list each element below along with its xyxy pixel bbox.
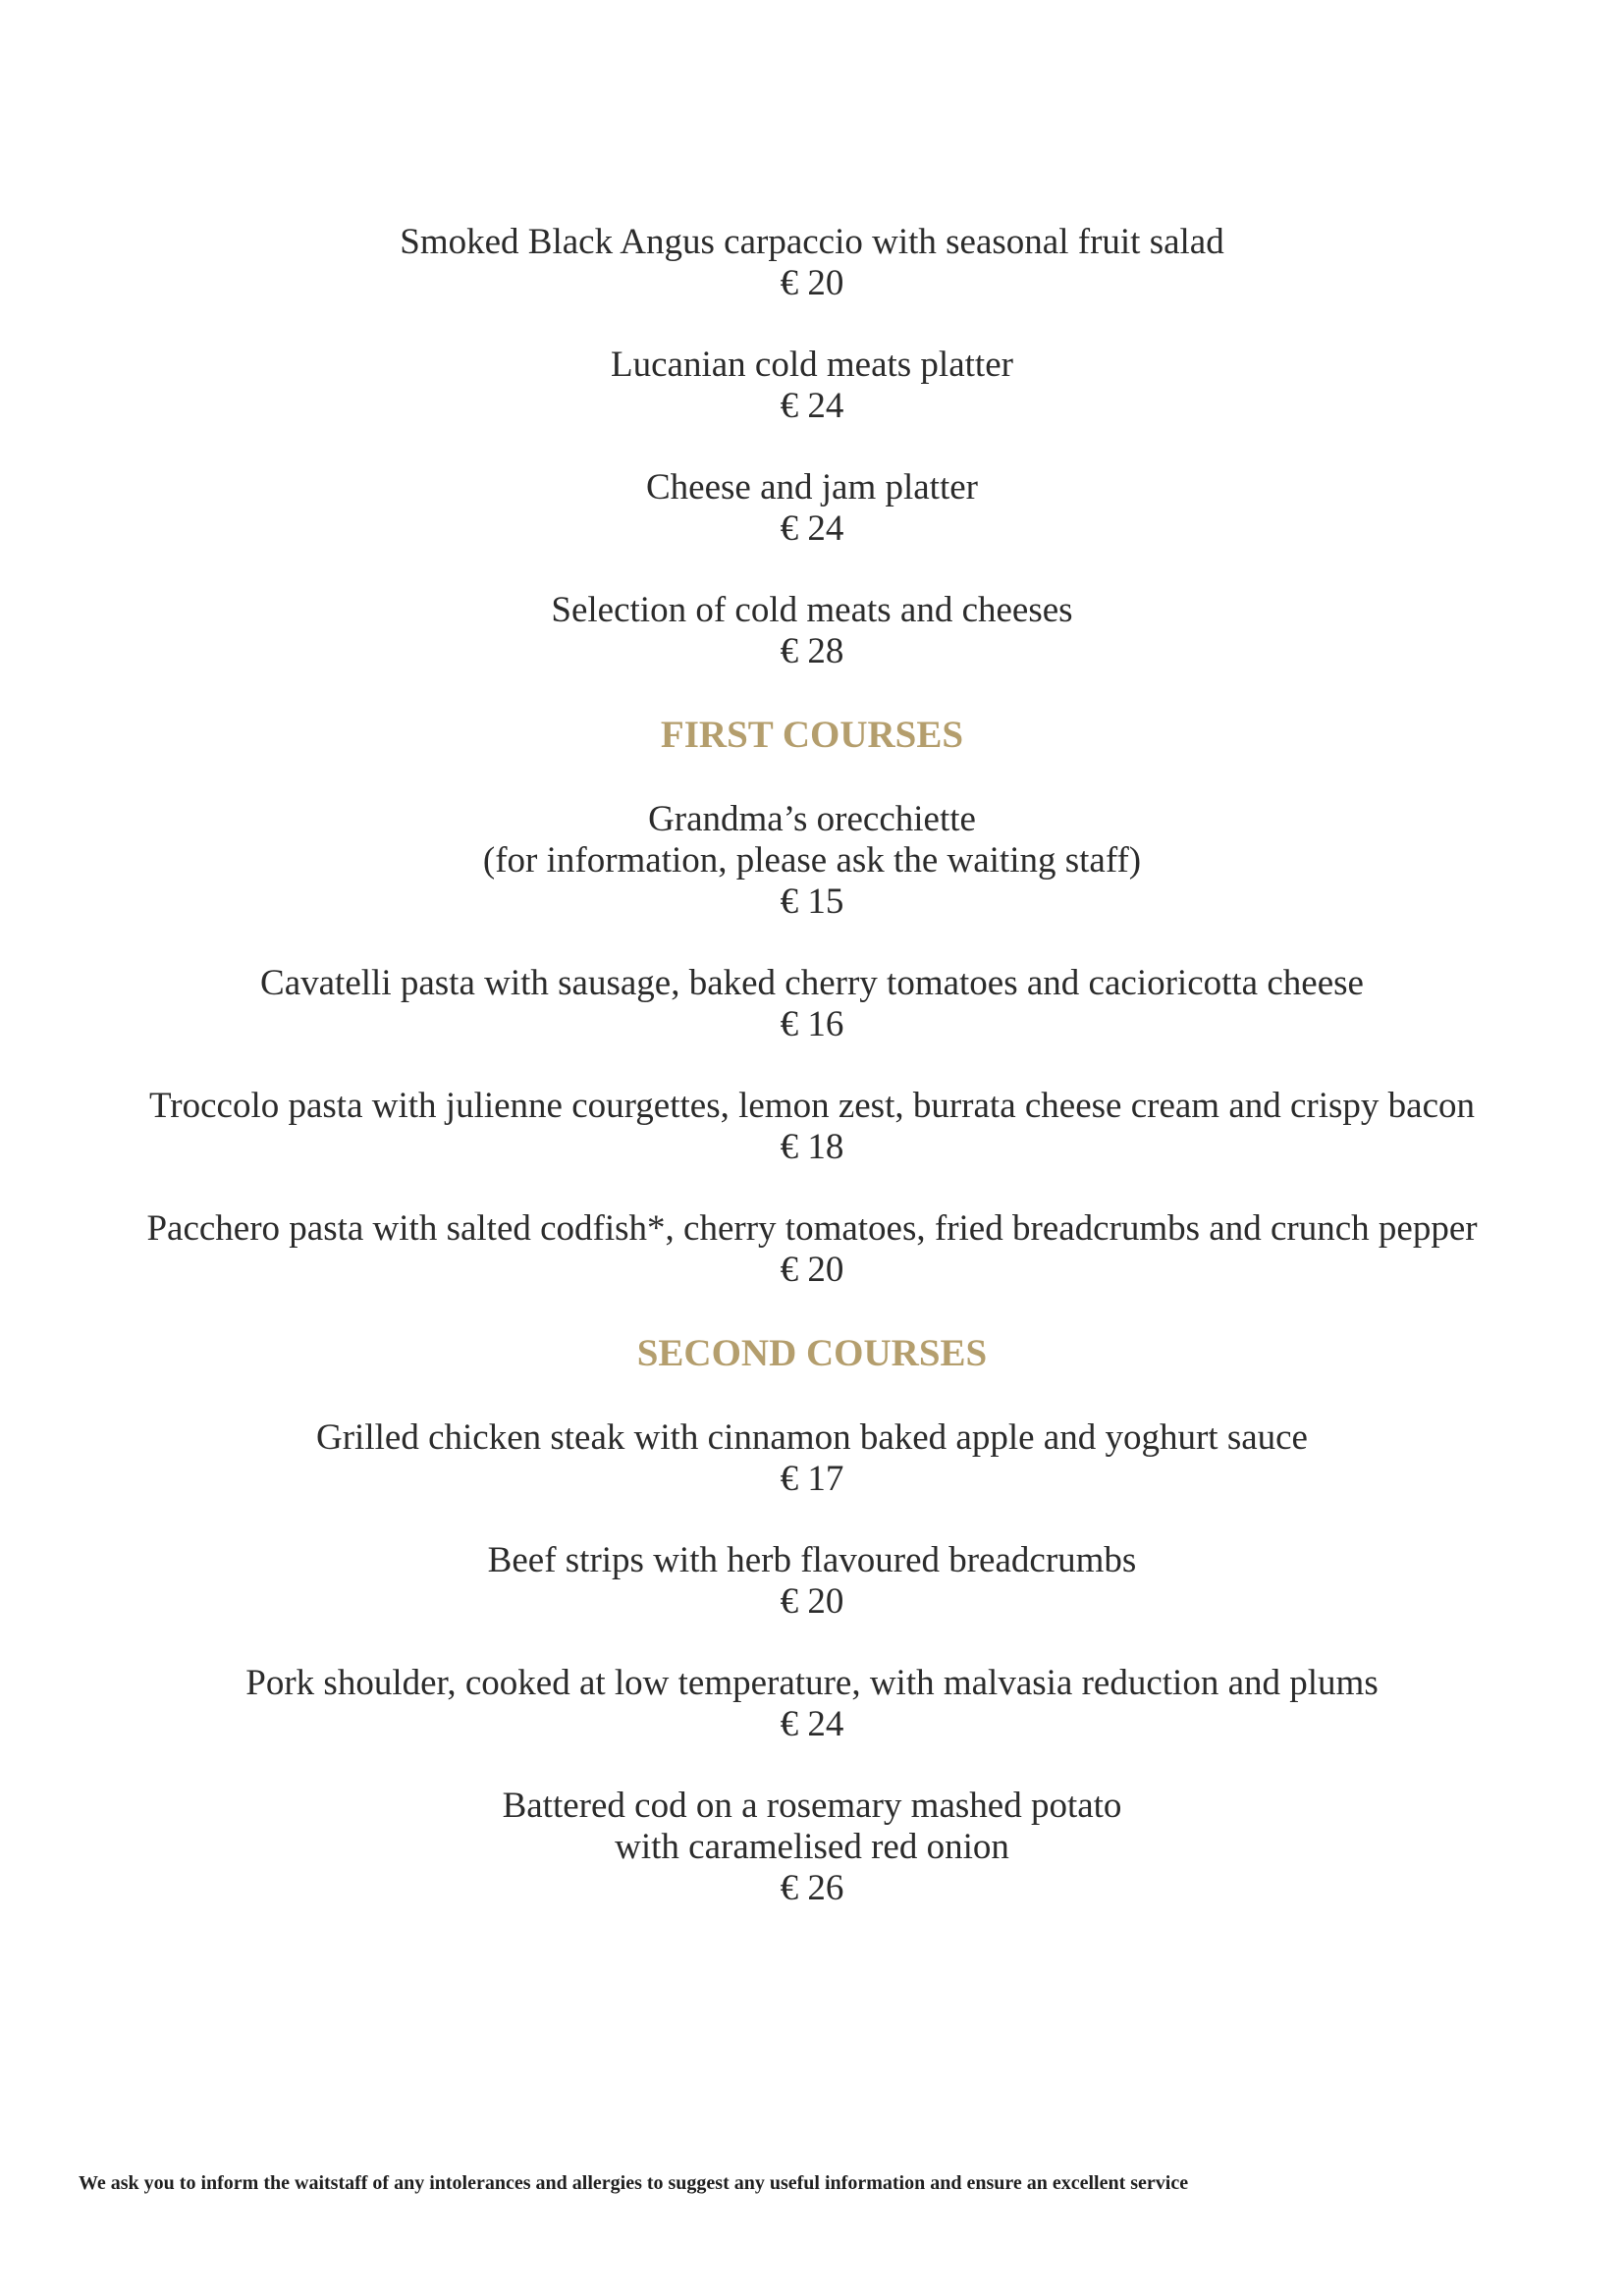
allergy-notice: We ask you to inform the waitstaff of any intolerances and allergies to suggest any useful information and ensure an excellent service [79, 2172, 1189, 2194]
dish-name: Troccolo pasta with julienne courgettes, lemon zest, burrata cheese cream and crispy bacon [148, 1086, 1476, 1126]
menu-item [0, 345, 1624, 427]
dish-price: € 20 [780, 1250, 844, 1290]
dish-price: € 26 [780, 1868, 844, 1908]
dish-price: € 20 [780, 263, 844, 303]
menu-item [0, 1663, 1624, 1745]
dish-name: Pork shoulder, cooked at low temperature, with malvasia reduction and plums [245, 1663, 1379, 1703]
menu-item [0, 1417, 1624, 1500]
dish-name: Pacchero pasta with salted codfish*, cherry tomatoes, fried breadcrumbs and crunch pepper [146, 1208, 1478, 1249]
second-courses-section [0, 1332, 1624, 1909]
dish-price: € 24 [780, 508, 844, 549]
dish-name: Battered cod on a rosemary mashed potato [502, 1786, 1122, 1826]
dish-price: € 20 [780, 1581, 844, 1622]
dish-price: € 24 [780, 386, 844, 426]
dish-name: Grandma’s orecchiette [648, 799, 976, 839]
menu-page [0, 222, 1624, 1949]
starters-section [0, 222, 1624, 672]
dish-price: € 24 [780, 1704, 844, 1744]
dish-name: Lucanian cold meats platter [611, 345, 1013, 385]
section-title: SECOND COURSES [636, 1332, 988, 1374]
menu-item [0, 1540, 1624, 1623]
dish-price: € 16 [780, 1004, 844, 1044]
dish-name-continued: with caramelised red onion [615, 1827, 1009, 1867]
menu-item [0, 590, 1624, 672]
dish-name: Beef strips with herb flavoured breadcrumbs [487, 1540, 1137, 1580]
dish-name: Grilled chicken steak with cinnamon baked apple and yoghurt sauce [316, 1417, 1308, 1458]
dish-name: Cheese and jam platter [645, 467, 978, 507]
menu-item [0, 1208, 1624, 1291]
menu-item [0, 467, 1624, 550]
menu-item [0, 1086, 1624, 1168]
dish-name: Selection of cold meats and cheeses [551, 590, 1073, 630]
dish-price: € 15 [780, 881, 844, 922]
dish-price: € 28 [780, 631, 844, 671]
dish-name: Smoked Black Angus carpaccio with seasonal fruit salad [400, 222, 1224, 262]
dish-price: € 17 [780, 1459, 844, 1499]
menu-item [0, 1786, 1624, 1909]
menu-item [0, 799, 1624, 923]
dish-name: Cavatelli pasta with sausage, baked cherry tomatoes and cacioricotta cheese [260, 963, 1364, 1003]
dish-price: € 18 [780, 1127, 844, 1167]
dish-note: (for information, please ask the waiting staff) [482, 840, 1142, 881]
first-courses-section [0, 714, 1624, 1291]
menu-item [0, 963, 1624, 1045]
menu-item [0, 222, 1624, 304]
section-title: FIRST COURSES [660, 714, 964, 756]
